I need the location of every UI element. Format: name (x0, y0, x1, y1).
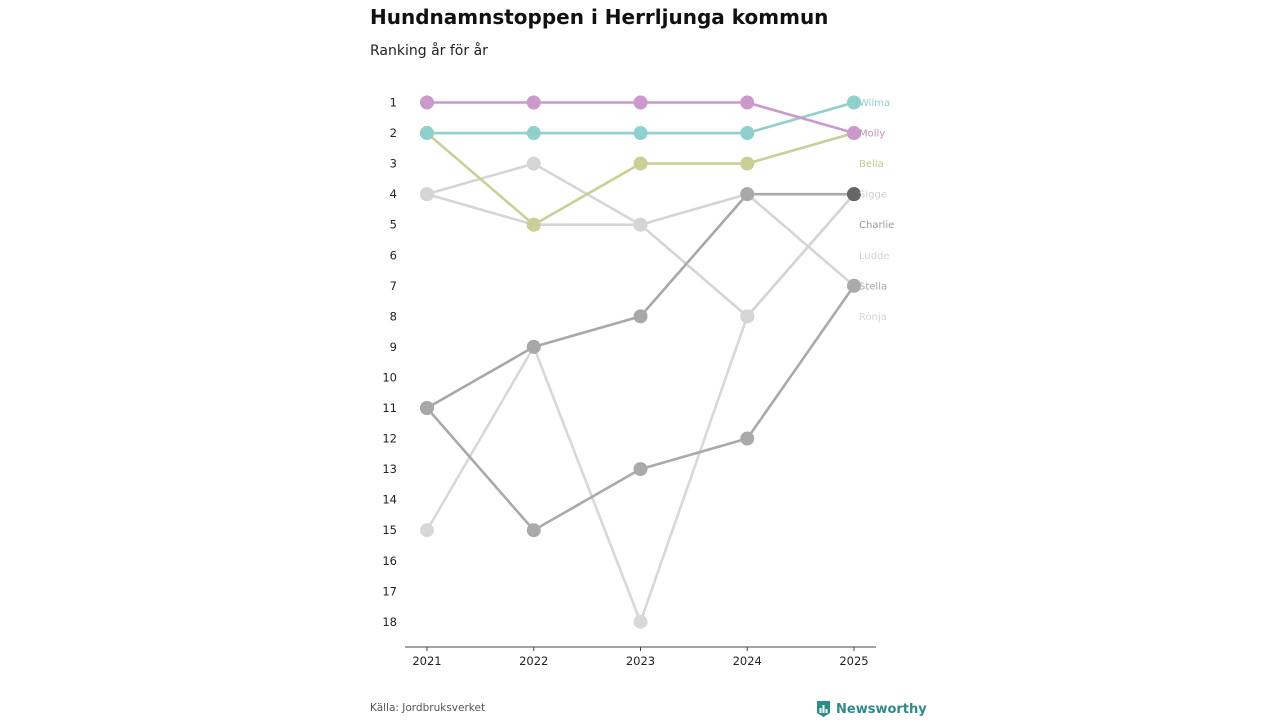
series-point (740, 309, 754, 323)
series-end-label: Bella (859, 159, 884, 171)
series-end-label: Sigge (859, 189, 887, 201)
series-end-label: Wilma (859, 98, 891, 109)
series-point (420, 523, 434, 537)
series-point (740, 187, 754, 201)
series-point (527, 218, 541, 232)
series-point (527, 157, 541, 171)
y-tick-label: 13 (382, 462, 397, 477)
series-lines (427, 103, 854, 622)
newsworthy-logo-icon (816, 700, 831, 718)
y-tick-label: 2 (389, 126, 397, 141)
y-tick-label: 3 (389, 156, 397, 171)
series-point (420, 96, 434, 110)
y-tick-label: 9 (389, 339, 397, 354)
series-point (634, 615, 648, 629)
series-point (527, 96, 541, 110)
series-line (427, 133, 854, 225)
y-tick-label: 5 (389, 217, 397, 232)
x-tick-label: 2024 (732, 654, 762, 668)
series-point (634, 96, 648, 110)
series-line (427, 194, 854, 622)
series-end-label: Molly (859, 128, 886, 140)
series-end-label: Ronja (859, 311, 887, 323)
x-tick-label: 2023 (625, 654, 656, 668)
series-point (740, 432, 754, 446)
series-point (740, 157, 754, 171)
brand-name: Newsworthy (836, 701, 927, 717)
y-tick-label: 1 (389, 95, 397, 110)
series-point (527, 523, 541, 537)
brand-logo (816, 700, 927, 718)
y-tick-label: 4 (389, 187, 397, 202)
series-end-label: Stella (859, 281, 888, 293)
y-tick-label: 14 (382, 492, 397, 507)
series-point (527, 126, 541, 140)
y-tick-label: 18 (382, 614, 397, 629)
chart-title: Hundnamnstoppen i Herrljunga kommun (370, 5, 829, 29)
series-end-label: Charlie (859, 220, 895, 232)
series-points (420, 96, 861, 629)
series-point (634, 309, 648, 323)
y-tick-label: 8 (389, 309, 397, 324)
y-tick-label: 12 (382, 431, 397, 446)
end-labels (859, 98, 894, 323)
x-tick-label: 2022 (519, 654, 549, 668)
x-tick-label: 2021 (412, 654, 442, 668)
series-end-label: Ludde (859, 250, 890, 262)
y-tick-label: 6 (389, 248, 397, 263)
y-tick-label: 7 (389, 278, 397, 293)
chart-subtitle: Ranking år för år (370, 43, 488, 59)
series-point (634, 126, 648, 140)
y-tick-label: 17 (382, 584, 397, 599)
y-tick-label: 10 (382, 370, 397, 385)
series-point (420, 187, 434, 201)
y-tick-label: 16 (382, 553, 397, 568)
y-tick-label: 15 (382, 523, 397, 538)
series-point (420, 401, 434, 415)
series-point (634, 157, 648, 171)
series-point (420, 126, 434, 140)
series-point (740, 126, 754, 140)
y-axis (382, 96, 397, 629)
y-tick-label: 11 (382, 401, 397, 415)
source-note: Källa: Jordbruksverket (370, 702, 486, 714)
series-point (740, 96, 754, 110)
series-line (427, 194, 854, 286)
series-point (634, 462, 648, 476)
series-point (527, 340, 541, 354)
series-point (634, 218, 648, 232)
x-tick-label: 2025 (839, 654, 869, 668)
x-axis (405, 647, 876, 668)
